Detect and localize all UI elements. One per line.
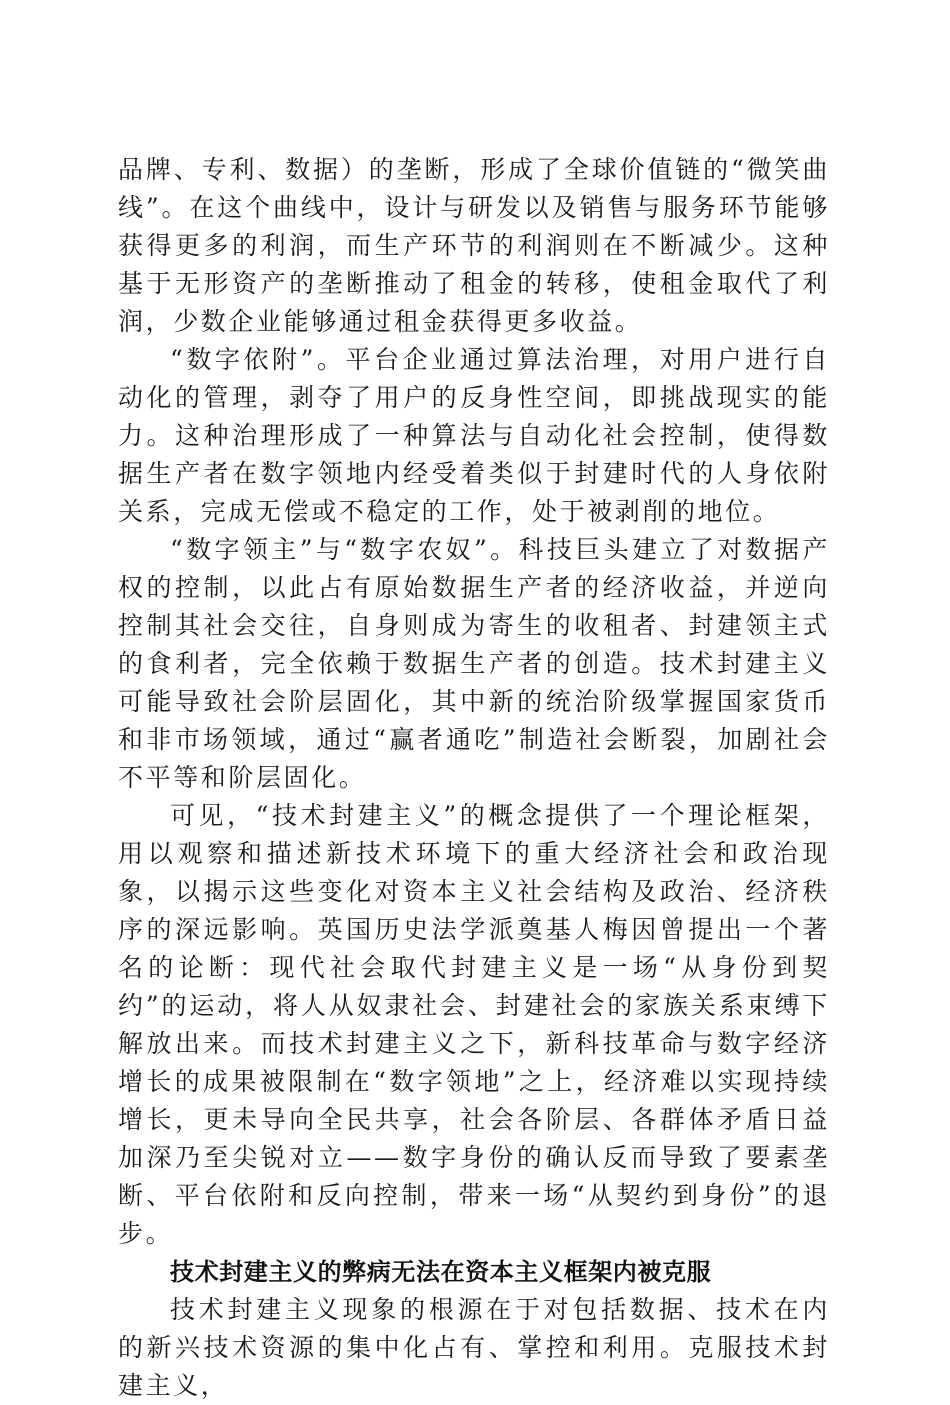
paragraph-theoretical-framework: 可见，“技术封建主义”的概念提供了一个理论框架，用以观察和描述新技术环境下的重大经济社会和政治现象，以揭示这些变化对资本主义社会结构及政治、经济秩序的深远影响。英国历史法学派奠基人梅因曾提出一个著名的论断：现代社会取代封建主义是一场“从身份到契约”的运动，将人从奴隶社会、封建社会的家族关系束缚下解放出来。而技术封建主义之下，新科技革命与数字经济增长的成果被限制在“数字领地”之上，经济难以实现持续增长，更未导向全民共享，社会各阶层、各群体矛盾日益加深乃至尖锐对立——数字身份的确认反而导致了要素垄断、平台依附和反向控制，带来一场“从契约到身份”的退步。 — [118, 801, 830, 1248]
article-body — [118, 151, 830, 1405]
section-heading: 技术封建主义的弊病无法在资本主义框架内被克服 — [170, 1258, 712, 1286]
paragraph-root-cause: 技术封建主义现象的根源在于对包括数据、技术在内的新兴技术资源的集中化占有、掌控和利用。克服技术封建主义， — [118, 1295, 830, 1400]
paragraph-digital-lords-serfs: “数字领主”与“数字农奴”。科技巨头建立了对数据产权的控制，以此占有原始数据生产者的经济收益，并逆向控制其社会交往，自身则成为寄生的收租者、封建领主式的食利者，完全依赖于数据生产者的创造。技术封建主义可能导致社会阶层固化，其中新的统治阶级掌握国家货币和非市场领域，通过“赢者通吃”制造社会断裂，加剧社会不平等和阶层固化。 — [118, 535, 830, 792]
paragraph-digital-dependence: “数字依附”。平台企业通过算法治理，对用户进行自动化的管理，剥夺了用户的反身性空间，即挑战现实的能力。这种治理形成了一种算法与自动化社会控制，使得数据生产者在数字领地内经受着类似于封建时代的人身依附关系，完成无偿或不稳定的工作，处于被剥削的地位。 — [118, 345, 830, 526]
paragraph-continuation: 品牌、专利、数据）的垄断，形成了全球价值链的“微笑曲线”。在这个曲线中，设计与研发以及销售与服务环节能够获得更多的利润，而生产环节的利润则在不断减少。这种基于无形资产的垄断推动了租金的转移，使租金取代了利润，少数企业能够通过租金获得更多收益。 — [118, 155, 830, 336]
